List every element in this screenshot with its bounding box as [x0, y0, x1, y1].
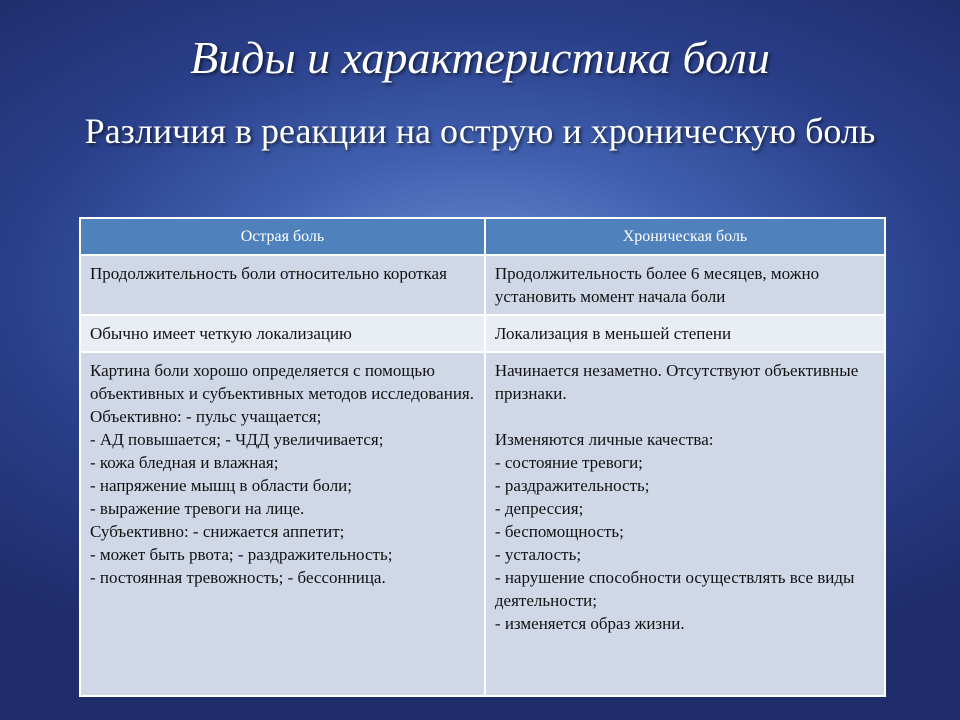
- cell-chronic-duration: Продолжительность более 6 месяцев, можно установить момент начала боли: [485, 255, 885, 315]
- cell-acute-localization: Обычно имеет четкую локализацию: [80, 315, 485, 352]
- cell-acute-duration: Продолжительность боли относительно короткая: [80, 255, 485, 315]
- header-chronic-pain: Хроническая боль: [485, 218, 885, 255]
- slide-subtitle: Различия в реакции на острую и хроническую боль: [84, 111, 876, 151]
- cell-acute-symptoms: Картина боли хорошо определяется с помощью объективных и субъективных методов исследования. Объективно: - пульс учащается; - АД повышается; - ЧДД увеличивается; - кожа бледная и влажная; - напряжение мышц в области боли; - выражение тревоги на лице. Субъективно: - снижается аппетит; - может быть рвота; - раздражительность; - постоянная тревожность; - бессонница.: [80, 352, 485, 696]
- comparison-table: [79, 217, 886, 697]
- table-row: [80, 255, 885, 315]
- slide-title: Виды и характеристика боли: [190, 32, 770, 83]
- table-row: [80, 315, 885, 352]
- cell-chronic-localization: Локализация в меньшей степени: [485, 315, 885, 352]
- cell-chronic-symptoms: Начинается незаметно. Отсутствуют объективные признаки. Изменяются личные качества: - состояние тревоги; - раздражительность; - депрессия; - беспомощность; - усталость; - нарушение способности осуществлять все виды деятельности; - изменяется образ жизни.: [485, 352, 885, 696]
- table-header-row: [80, 218, 885, 255]
- header-acute-pain: Острая боль: [80, 218, 485, 255]
- table-row: [80, 352, 885, 696]
